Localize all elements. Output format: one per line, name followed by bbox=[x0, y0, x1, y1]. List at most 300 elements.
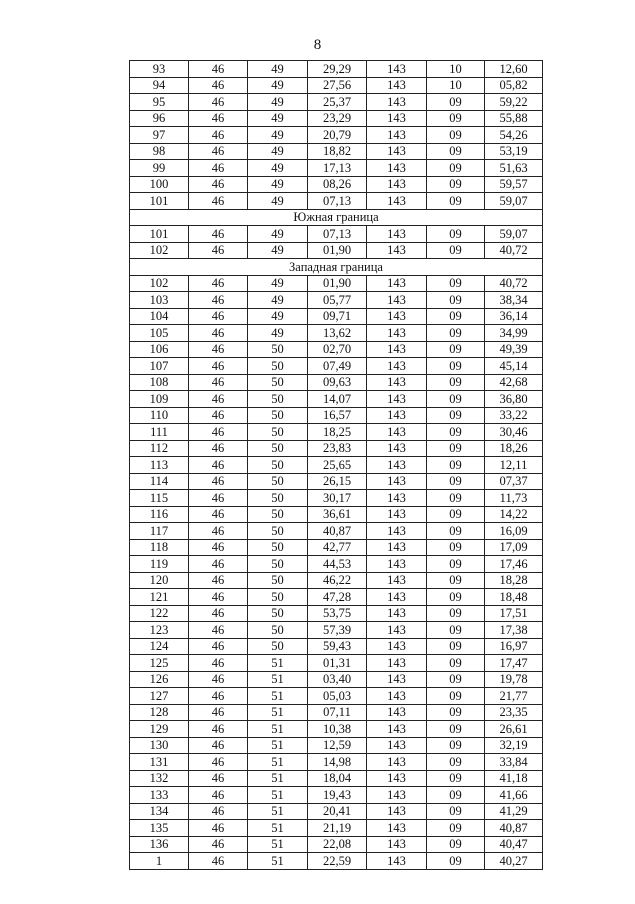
table-cell: 09 bbox=[427, 440, 485, 457]
table-cell: 46 bbox=[189, 358, 248, 375]
table-cell: 143 bbox=[367, 176, 427, 193]
table-cell: 50 bbox=[248, 638, 308, 655]
table-cell: 09 bbox=[427, 473, 485, 490]
table-cell: 143 bbox=[367, 754, 427, 771]
table-cell: 143 bbox=[367, 556, 427, 573]
table-cell: 40,87 bbox=[485, 820, 543, 837]
table-cell: 143 bbox=[367, 605, 427, 622]
table-cell: 09 bbox=[427, 242, 485, 259]
table-cell: 118 bbox=[130, 539, 189, 556]
table-row bbox=[130, 407, 543, 424]
table-cell: 16,57 bbox=[308, 407, 367, 424]
table-cell: 09,63 bbox=[308, 374, 367, 391]
table-cell: 09 bbox=[427, 539, 485, 556]
table-cell: 33,84 bbox=[485, 754, 543, 771]
table-cell: 143 bbox=[367, 490, 427, 507]
table-cell: 123 bbox=[130, 622, 189, 639]
table-cell: 51 bbox=[248, 655, 308, 672]
table-cell: 36,61 bbox=[308, 506, 367, 523]
table-cell: 14,07 bbox=[308, 391, 367, 408]
table-cell: 143 bbox=[367, 61, 427, 78]
table-row bbox=[130, 242, 543, 259]
table-cell: 143 bbox=[367, 275, 427, 292]
table-cell: 51 bbox=[248, 721, 308, 738]
table-row bbox=[130, 77, 543, 94]
table-cell: 46 bbox=[189, 490, 248, 507]
table-cell: 49,39 bbox=[485, 341, 543, 358]
table-cell: 09 bbox=[427, 506, 485, 523]
table-cell: 119 bbox=[130, 556, 189, 573]
table-cell: 17,38 bbox=[485, 622, 543, 639]
table-cell: 143 bbox=[367, 226, 427, 243]
table-cell: 101 bbox=[130, 226, 189, 243]
table-cell: 09 bbox=[427, 424, 485, 441]
table-cell: 46 bbox=[189, 308, 248, 325]
table-cell: 124 bbox=[130, 638, 189, 655]
table-cell: 143 bbox=[367, 853, 427, 870]
table-row bbox=[130, 506, 543, 523]
table-cell: 143 bbox=[367, 292, 427, 309]
table-cell: 40,27 bbox=[485, 853, 543, 870]
table-cell: 143 bbox=[367, 374, 427, 391]
table-row bbox=[130, 292, 543, 309]
table-cell: 143 bbox=[367, 391, 427, 408]
table-cell: 51 bbox=[248, 671, 308, 688]
table-cell: 51 bbox=[248, 820, 308, 837]
table-row bbox=[130, 358, 543, 375]
table-cell: 53,19 bbox=[485, 143, 543, 160]
table-cell: 10 bbox=[427, 61, 485, 78]
table-cell: 115 bbox=[130, 490, 189, 507]
table-cell: 09 bbox=[427, 226, 485, 243]
table-cell: 55,88 bbox=[485, 110, 543, 127]
table-cell: 09 bbox=[427, 803, 485, 820]
table-cell: 09 bbox=[427, 457, 485, 474]
table-cell: 143 bbox=[367, 572, 427, 589]
table-cell: 143 bbox=[367, 655, 427, 672]
table-cell: 46 bbox=[189, 391, 248, 408]
table-cell: 17,51 bbox=[485, 605, 543, 622]
table-row bbox=[130, 308, 543, 325]
table-cell: 143 bbox=[367, 671, 427, 688]
table-cell: 143 bbox=[367, 523, 427, 540]
table-row bbox=[130, 737, 543, 754]
section-title: Западная граница bbox=[130, 259, 543, 276]
table-cell: 02,70 bbox=[308, 341, 367, 358]
table-cell: 21,77 bbox=[485, 688, 543, 705]
table-row bbox=[130, 110, 543, 127]
table-cell: 50 bbox=[248, 457, 308, 474]
table-cell: 143 bbox=[367, 127, 427, 144]
table-cell: 03,40 bbox=[308, 671, 367, 688]
table-cell: 126 bbox=[130, 671, 189, 688]
table-cell: 26,15 bbox=[308, 473, 367, 490]
table-cell: 109 bbox=[130, 391, 189, 408]
table-cell: 16,97 bbox=[485, 638, 543, 655]
table-cell: 108 bbox=[130, 374, 189, 391]
table-cell: 09 bbox=[427, 143, 485, 160]
table-cell: 09 bbox=[427, 787, 485, 804]
table-cell: 18,82 bbox=[308, 143, 367, 160]
table-cell: 41,66 bbox=[485, 787, 543, 804]
table-cell: 50 bbox=[248, 589, 308, 606]
table-cell: 09 bbox=[427, 605, 485, 622]
table-cell: 143 bbox=[367, 622, 427, 639]
table-row bbox=[130, 721, 543, 738]
table-cell: 27,56 bbox=[308, 77, 367, 94]
table-cell: 46 bbox=[189, 820, 248, 837]
table-cell: 121 bbox=[130, 589, 189, 606]
table-row bbox=[130, 605, 543, 622]
table-cell: 09 bbox=[427, 176, 485, 193]
table-cell: 46 bbox=[189, 688, 248, 705]
table-cell: 143 bbox=[367, 539, 427, 556]
table-cell: 50 bbox=[248, 440, 308, 457]
table-row bbox=[130, 391, 543, 408]
table-cell: 42,77 bbox=[308, 539, 367, 556]
table-cell: 143 bbox=[367, 638, 427, 655]
table-cell: 09 bbox=[427, 341, 485, 358]
table-cell: 143 bbox=[367, 803, 427, 820]
table-cell: 59,43 bbox=[308, 638, 367, 655]
table-cell: 98 bbox=[130, 143, 189, 160]
table-cell: 49 bbox=[248, 275, 308, 292]
table-cell: 09 bbox=[427, 193, 485, 210]
table-cell: 104 bbox=[130, 308, 189, 325]
table-cell: 46 bbox=[189, 160, 248, 177]
table-row bbox=[130, 374, 543, 391]
table-cell: 143 bbox=[367, 787, 427, 804]
table-cell: 25,37 bbox=[308, 94, 367, 111]
table-cell: 128 bbox=[130, 704, 189, 721]
table-cell: 59,07 bbox=[485, 193, 543, 210]
table-row bbox=[130, 143, 543, 160]
table-cell: 49 bbox=[248, 110, 308, 127]
table-cell: 143 bbox=[367, 424, 427, 441]
table-cell: 17,47 bbox=[485, 655, 543, 672]
table-cell: 07,13 bbox=[308, 226, 367, 243]
table-row bbox=[130, 803, 543, 820]
table-cell: 46 bbox=[189, 737, 248, 754]
table-cell: 12,60 bbox=[485, 61, 543, 78]
table-cell: 09,71 bbox=[308, 308, 367, 325]
table-cell: 49 bbox=[248, 77, 308, 94]
table-row bbox=[130, 490, 543, 507]
table-cell: 132 bbox=[130, 770, 189, 787]
table-cell: 46 bbox=[189, 292, 248, 309]
table-cell: 46 bbox=[189, 506, 248, 523]
section-title: Южная граница bbox=[130, 209, 543, 226]
table-cell: 09 bbox=[427, 572, 485, 589]
table-cell: 46 bbox=[189, 341, 248, 358]
table-cell: 143 bbox=[367, 457, 427, 474]
table-cell: 134 bbox=[130, 803, 189, 820]
table-cell: 46 bbox=[189, 787, 248, 804]
table-cell: 46 bbox=[189, 523, 248, 540]
table-cell: 51 bbox=[248, 737, 308, 754]
table-cell: 09 bbox=[427, 836, 485, 853]
table-cell: 29,29 bbox=[308, 61, 367, 78]
table-cell: 05,82 bbox=[485, 77, 543, 94]
table-cell: 09 bbox=[427, 292, 485, 309]
table-cell: 09 bbox=[427, 160, 485, 177]
table-row bbox=[130, 770, 543, 787]
table-cell: 49 bbox=[248, 176, 308, 193]
table-cell: 50 bbox=[248, 523, 308, 540]
table-row bbox=[130, 457, 543, 474]
table-cell: 143 bbox=[367, 94, 427, 111]
table-cell: 40,72 bbox=[485, 242, 543, 259]
table-cell: 17,09 bbox=[485, 539, 543, 556]
table-cell: 46 bbox=[189, 61, 248, 78]
table-row bbox=[130, 275, 543, 292]
table-cell: 46,22 bbox=[308, 572, 367, 589]
table-cell: 23,29 bbox=[308, 110, 367, 127]
table-cell: 51 bbox=[248, 853, 308, 870]
table-cell: 46 bbox=[189, 407, 248, 424]
table-cell: 01,90 bbox=[308, 275, 367, 292]
table-cell: 50 bbox=[248, 374, 308, 391]
table-cell: 59,07 bbox=[485, 226, 543, 243]
table-cell: 50 bbox=[248, 358, 308, 375]
table-row bbox=[130, 193, 543, 210]
table-cell: 122 bbox=[130, 605, 189, 622]
table-cell: 09 bbox=[427, 407, 485, 424]
table-cell: 09 bbox=[427, 374, 485, 391]
table-cell: 18,26 bbox=[485, 440, 543, 457]
table-cell: 34,99 bbox=[485, 325, 543, 342]
table-cell: 23,35 bbox=[485, 704, 543, 721]
table-cell: 09 bbox=[427, 704, 485, 721]
table-cell: 94 bbox=[130, 77, 189, 94]
table-cell: 46 bbox=[189, 176, 248, 193]
table-cell: 102 bbox=[130, 242, 189, 259]
table-cell: 50 bbox=[248, 506, 308, 523]
table-cell: 50 bbox=[248, 391, 308, 408]
page-number: 8 bbox=[313, 37, 322, 53]
section-header-row bbox=[130, 209, 543, 226]
table-cell: 45,14 bbox=[485, 358, 543, 375]
table-row bbox=[130, 424, 543, 441]
table-cell: 97 bbox=[130, 127, 189, 144]
table-row bbox=[130, 787, 543, 804]
table-cell: 50 bbox=[248, 622, 308, 639]
table-cell: 143 bbox=[367, 358, 427, 375]
table-cell: 143 bbox=[367, 77, 427, 94]
table-cell: 129 bbox=[130, 721, 189, 738]
table-row bbox=[130, 61, 543, 78]
table-cell: 54,26 bbox=[485, 127, 543, 144]
table-cell: 09 bbox=[427, 671, 485, 688]
section-header-row bbox=[130, 259, 543, 276]
table-cell: 10,38 bbox=[308, 721, 367, 738]
table-cell: 18,48 bbox=[485, 589, 543, 606]
table-cell: 143 bbox=[367, 341, 427, 358]
table-row bbox=[130, 820, 543, 837]
table-cell: 107 bbox=[130, 358, 189, 375]
table-cell: 143 bbox=[367, 704, 427, 721]
table-cell: 44,53 bbox=[308, 556, 367, 573]
table-cell: 18,25 bbox=[308, 424, 367, 441]
table-cell: 111 bbox=[130, 424, 189, 441]
table-cell: 143 bbox=[367, 160, 427, 177]
table-cell: 103 bbox=[130, 292, 189, 309]
table-cell: 135 bbox=[130, 820, 189, 837]
table-cell: 09 bbox=[427, 358, 485, 375]
table-cell: 14,22 bbox=[485, 506, 543, 523]
table-cell: 50 bbox=[248, 424, 308, 441]
table-cell: 120 bbox=[130, 572, 189, 589]
table-cell: 18,04 bbox=[308, 770, 367, 787]
table-row bbox=[130, 655, 543, 672]
table-cell: 46 bbox=[189, 638, 248, 655]
table-cell: 49 bbox=[248, 242, 308, 259]
table-cell: 51 bbox=[248, 688, 308, 705]
table-cell: 46 bbox=[189, 704, 248, 721]
coordinates-table-body bbox=[130, 61, 543, 870]
table-row bbox=[130, 539, 543, 556]
table-cell: 41,18 bbox=[485, 770, 543, 787]
table-cell: 114 bbox=[130, 473, 189, 490]
table-cell: 32,19 bbox=[485, 737, 543, 754]
table-cell: 46 bbox=[189, 143, 248, 160]
table-cell: 46 bbox=[189, 836, 248, 853]
table-cell: 105 bbox=[130, 325, 189, 342]
table-cell: 51 bbox=[248, 754, 308, 771]
table-cell: 22,08 bbox=[308, 836, 367, 853]
table-cell: 17,46 bbox=[485, 556, 543, 573]
table-cell: 125 bbox=[130, 655, 189, 672]
table-cell: 09 bbox=[427, 655, 485, 672]
table-cell: 51,63 bbox=[485, 160, 543, 177]
table-cell: 143 bbox=[367, 325, 427, 342]
table-cell: 106 bbox=[130, 341, 189, 358]
table-row bbox=[130, 94, 543, 111]
table-cell: 09 bbox=[427, 308, 485, 325]
table-cell: 19,78 bbox=[485, 671, 543, 688]
table-cell: 46 bbox=[189, 457, 248, 474]
table-cell: 30,46 bbox=[485, 424, 543, 441]
table-cell: 05,77 bbox=[308, 292, 367, 309]
table-row bbox=[130, 160, 543, 177]
table-cell: 143 bbox=[367, 308, 427, 325]
table-cell: 46 bbox=[189, 556, 248, 573]
table-cell: 133 bbox=[130, 787, 189, 804]
table-cell: 12,11 bbox=[485, 457, 543, 474]
table-cell: 143 bbox=[367, 407, 427, 424]
table-cell: 49 bbox=[248, 193, 308, 210]
table-cell: 46 bbox=[189, 94, 248, 111]
table-row bbox=[130, 572, 543, 589]
table-cell: 143 bbox=[367, 770, 427, 787]
table-cell: 49 bbox=[248, 127, 308, 144]
table-cell: 57,39 bbox=[308, 622, 367, 639]
table-cell: 46 bbox=[189, 539, 248, 556]
table-cell: 46 bbox=[189, 275, 248, 292]
table-cell: 143 bbox=[367, 506, 427, 523]
table-row bbox=[130, 638, 543, 655]
table-cell: 143 bbox=[367, 688, 427, 705]
table-cell: 09 bbox=[427, 391, 485, 408]
table-cell: 127 bbox=[130, 688, 189, 705]
table-cell: 1 bbox=[130, 853, 189, 870]
table-row bbox=[130, 127, 543, 144]
table-cell: 46 bbox=[189, 853, 248, 870]
table-cell: 136 bbox=[130, 836, 189, 853]
table-cell: 09 bbox=[427, 721, 485, 738]
table-cell: 131 bbox=[130, 754, 189, 771]
table-cell: 38,34 bbox=[485, 292, 543, 309]
table-cell: 09 bbox=[427, 110, 485, 127]
table-cell: 46 bbox=[189, 325, 248, 342]
table-cell: 19,43 bbox=[308, 787, 367, 804]
table-row bbox=[130, 836, 543, 853]
table-cell: 26,61 bbox=[485, 721, 543, 738]
table-row bbox=[130, 325, 543, 342]
table-cell: 143 bbox=[367, 721, 427, 738]
table-cell: 21,19 bbox=[308, 820, 367, 837]
table-cell: 46 bbox=[189, 655, 248, 672]
table-cell: 143 bbox=[367, 473, 427, 490]
table-cell: 117 bbox=[130, 523, 189, 540]
table-cell: 51 bbox=[248, 787, 308, 804]
table-cell: 46 bbox=[189, 110, 248, 127]
table-cell: 93 bbox=[130, 61, 189, 78]
table-cell: 36,80 bbox=[485, 391, 543, 408]
table-cell: 50 bbox=[248, 407, 308, 424]
table-cell: 30,17 bbox=[308, 490, 367, 507]
table-cell: 07,37 bbox=[485, 473, 543, 490]
table-cell: 36,14 bbox=[485, 308, 543, 325]
table-cell: 46 bbox=[189, 589, 248, 606]
table-cell: 16,09 bbox=[485, 523, 543, 540]
table-cell: 09 bbox=[427, 770, 485, 787]
table-cell: 25,65 bbox=[308, 457, 367, 474]
table-cell: 143 bbox=[367, 193, 427, 210]
table-cell: 59,57 bbox=[485, 176, 543, 193]
table-row bbox=[130, 589, 543, 606]
table-row bbox=[130, 523, 543, 540]
table-cell: 20,41 bbox=[308, 803, 367, 820]
table-cell: 46 bbox=[189, 193, 248, 210]
table-cell: 20,79 bbox=[308, 127, 367, 144]
table-cell: 130 bbox=[130, 737, 189, 754]
table-cell: 13,62 bbox=[308, 325, 367, 342]
table-cell: 46 bbox=[189, 242, 248, 259]
table-cell: 18,28 bbox=[485, 572, 543, 589]
table-cell: 09 bbox=[427, 556, 485, 573]
table-cell: 09 bbox=[427, 325, 485, 342]
table-cell: 40,47 bbox=[485, 836, 543, 853]
table-cell: 46 bbox=[189, 572, 248, 589]
table-row bbox=[130, 341, 543, 358]
table-row bbox=[130, 556, 543, 573]
table-cell: 53,75 bbox=[308, 605, 367, 622]
table-cell: 101 bbox=[130, 193, 189, 210]
table-row bbox=[130, 622, 543, 639]
table-cell: 33,22 bbox=[485, 407, 543, 424]
table-cell: 46 bbox=[189, 754, 248, 771]
table-cell: 143 bbox=[367, 110, 427, 127]
table-cell: 143 bbox=[367, 143, 427, 160]
table-cell: 09 bbox=[427, 622, 485, 639]
table-cell: 40,87 bbox=[308, 523, 367, 540]
table-cell: 46 bbox=[189, 721, 248, 738]
table-cell: 49 bbox=[248, 226, 308, 243]
table-cell: 143 bbox=[367, 440, 427, 457]
table-cell: 10 bbox=[427, 77, 485, 94]
table-cell: 49 bbox=[248, 160, 308, 177]
